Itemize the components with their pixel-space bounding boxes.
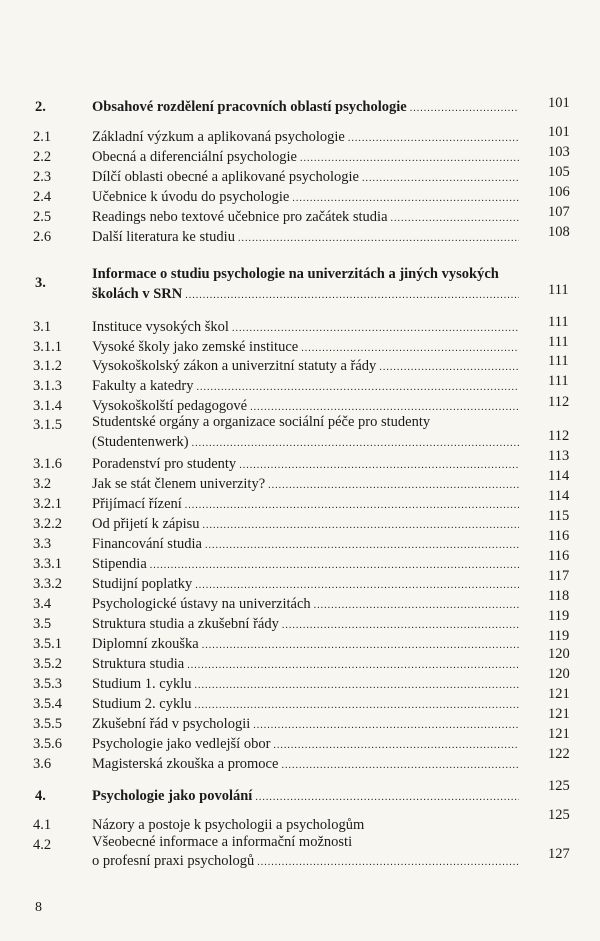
entry-title: Přijímací řízení xyxy=(92,496,182,512)
chapter-number: 3. xyxy=(35,275,46,291)
entry-number: 3.1.4 xyxy=(33,398,62,414)
entry-number: 2.4 xyxy=(33,189,52,205)
entry-title: Studium 1. cyklu xyxy=(92,676,192,692)
page-ref: 106 xyxy=(548,184,570,200)
page-ref: 111 xyxy=(548,353,569,369)
entry-number: 3.5.2 xyxy=(33,656,62,672)
entry-title: Další literatura ke studiu xyxy=(92,229,235,245)
page-ref: 101 xyxy=(548,124,570,140)
entry-title: Základní výzkum a aplikovaná psychologie xyxy=(92,129,345,145)
entry-title-line2: (Studentenwerk) xyxy=(92,434,189,450)
page-ref: 111 xyxy=(548,334,569,350)
entry-title-line1: Studentské orgány a organizace sociální péče pro studenty xyxy=(92,414,431,430)
entry-title: Zkušební řád v psychologii xyxy=(92,716,251,732)
page-ref: 121 xyxy=(548,706,570,722)
entry-title: Dílčí oblasti obecné a aplikované psychologie xyxy=(92,169,359,185)
chapter-title-line2: školách v SRN xyxy=(92,286,183,302)
page-ref: 122 xyxy=(548,746,570,762)
entry-title: Vysokoškolští pedagogové xyxy=(92,398,248,414)
chapter-title: Obsahové rozdělení pracovních oblastí psychologie xyxy=(92,99,407,115)
entry-number: 3.5.5 xyxy=(33,716,62,732)
entry-number: 3.4 xyxy=(33,596,52,612)
page-ref: 113 xyxy=(548,448,570,464)
entry-title: Diplomní zkouška xyxy=(92,636,199,652)
entry-title: Poradenství pro studenty xyxy=(92,456,237,472)
page-ref: 119 xyxy=(548,628,570,644)
entry-number: 3.1.1 xyxy=(33,339,62,355)
page-ref: 101 xyxy=(548,95,570,111)
chapter-title-line1: Informace o studiu psychologie na univerzitách a jiných vysokých xyxy=(92,266,499,282)
page-ref: 111 xyxy=(548,282,569,298)
page-ref: 111 xyxy=(548,373,569,389)
entry-number: 3.5.4 xyxy=(33,696,62,712)
entry-number: 3.2 xyxy=(33,476,52,492)
entry-title: Psychologické ústavy na univerzitách xyxy=(92,596,311,612)
page-ref: 114 xyxy=(548,488,570,504)
entry-title-line2: o profesní praxi psychologů xyxy=(92,853,255,869)
page-ref: 103 xyxy=(548,144,570,160)
page-ref: 121 xyxy=(548,686,570,702)
entry-title: Názory a postoje k psychologii a psychologům xyxy=(92,817,365,833)
entry-title-line1: Všeobecné informace a informační možnosti xyxy=(92,834,353,850)
entry-title: Studijní poplatky xyxy=(92,576,193,592)
entry-title: Od přijetí k zápisu xyxy=(92,516,200,532)
page-ref: 112 xyxy=(548,394,570,410)
entry-number: 3.5 xyxy=(33,616,52,632)
entry-title: Stipendia xyxy=(92,556,147,572)
entry-number: 3.1.3 xyxy=(33,378,62,394)
entry-title: Fakulty a katedry xyxy=(92,378,194,394)
page-ref: 119 xyxy=(548,608,570,624)
entry-number: 2.6 xyxy=(33,229,52,245)
entry-title: Učebnice k úvodu do psychologie xyxy=(92,189,290,205)
page-ref: 118 xyxy=(548,588,570,604)
entry-number: 2.1 xyxy=(33,129,52,145)
entry-number: 3.5.6 xyxy=(33,736,62,752)
entry-title: Readings nebo textové učebnice pro začátek studia xyxy=(92,209,388,225)
page-ref: 127 xyxy=(548,846,570,862)
entry-title: Psychologie jako vedlejší obor xyxy=(92,736,271,752)
page-ref: 120 xyxy=(548,646,570,662)
page-ref: 111 xyxy=(548,314,569,330)
entry-number: 3.1.2 xyxy=(33,358,62,374)
chapter-title: Psychologie jako povolání xyxy=(92,788,253,804)
entry-number: 3.6 xyxy=(33,756,52,772)
entry-number: 3.5.1 xyxy=(33,636,62,652)
entry-number: 2.3 xyxy=(33,169,52,185)
entry-title: Jak se stát členem univerzity? xyxy=(92,476,266,492)
entry-number: 3.3.1 xyxy=(33,556,62,572)
entry-title: Instituce vysokých škol xyxy=(92,319,229,335)
entry-number: 3.3 xyxy=(33,536,52,552)
page-ref: 117 xyxy=(548,568,570,584)
entry-title: Vysokoškolský zákon a univerzitní statuty a řády xyxy=(92,358,377,374)
entry-title: Studium 2. cyklu xyxy=(92,696,192,712)
entry-number: 3.1.5 xyxy=(33,417,62,433)
entry-number: 4.2 xyxy=(33,837,52,853)
page-ref: 108 xyxy=(548,224,570,240)
entry-title: Magisterská zkouška a promoce xyxy=(92,756,279,772)
page-ref: 116 xyxy=(548,528,570,544)
entry-title: Financování studia xyxy=(92,536,202,552)
page-number: 8 xyxy=(35,900,42,915)
chapter-number: 2. xyxy=(35,99,46,115)
page-ref: 115 xyxy=(548,508,570,524)
entry-number: 3.2.1 xyxy=(33,496,62,512)
page-ref: 121 xyxy=(548,726,570,742)
chapter-number: 4. xyxy=(35,788,46,804)
entry-title: Struktura studia xyxy=(92,656,185,672)
page-ref: 116 xyxy=(548,548,570,564)
page-ref: 120 xyxy=(548,666,570,682)
entry-number: 3.3.2 xyxy=(33,576,62,592)
page-ref: 125 xyxy=(548,778,570,794)
entry-number: 4.1 xyxy=(33,817,52,833)
page-ref: 125 xyxy=(548,807,570,823)
entry-number: 2.2 xyxy=(33,149,52,165)
page-ref: 107 xyxy=(548,204,570,220)
entry-title: Struktura studia a zkušební řády xyxy=(92,616,279,632)
page-ref: 112 xyxy=(548,428,570,444)
entry-number: 3.1.6 xyxy=(33,456,62,472)
entry-number: 3.5.3 xyxy=(33,676,62,692)
entry-title: Vysoké školy jako zemské instituce xyxy=(92,339,299,355)
page-ref: 105 xyxy=(548,164,570,180)
page-ref: 114 xyxy=(548,468,570,484)
entry-title: Obecná a diferenciální psychologie xyxy=(92,149,297,165)
entry-number: 2.5 xyxy=(33,209,52,225)
entry-number: 3.1 xyxy=(33,319,52,335)
entry-number: 3.2.2 xyxy=(33,516,62,532)
